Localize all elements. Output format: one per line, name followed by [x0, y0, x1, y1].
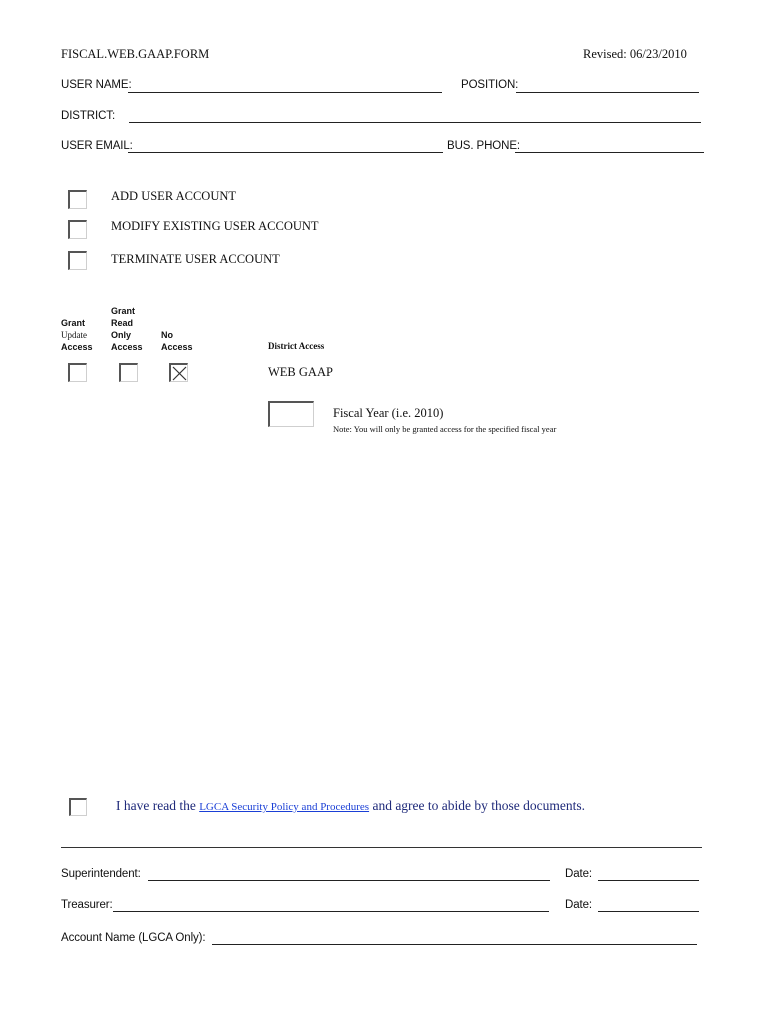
modify-user-checkbox[interactable]	[68, 220, 87, 239]
x-mark-icon	[172, 366, 187, 381]
no-access-checkbox[interactable]	[169, 363, 188, 382]
modify-user-label: MODIFY EXISTING USER ACCOUNT	[111, 219, 319, 233]
district-access-header: District Access	[268, 341, 325, 351]
district-field[interactable]	[129, 122, 701, 123]
user-email-field[interactable]	[128, 152, 443, 153]
web-gaap-label: WEB GAAP	[268, 365, 333, 379]
date-label-1: Date:	[565, 868, 592, 880]
district-label: DISTRICT:	[61, 110, 116, 122]
fiscal-year-input[interactable]	[268, 401, 314, 427]
superintendent-label: Superintendent:	[61, 868, 141, 880]
security-policy-link[interactable]: LGCA Security Policy and Procedures	[199, 801, 370, 813]
add-user-label: ADD USER ACCOUNT	[111, 189, 237, 203]
terminate-user-label: TERMINATE USER ACCOUNT	[111, 252, 280, 266]
account-name-field[interactable]	[212, 944, 697, 945]
form-id: FISCAL.WEB.GAAP.FORM	[61, 47, 210, 61]
account-name-label: Account Name (LGCA Only):	[61, 932, 206, 944]
fiscal-year-label: Fiscal Year (i.e. 2010)	[333, 406, 444, 420]
user-email-label: USER EMAIL:	[61, 140, 133, 152]
grant-update-header: Grant Update Access	[61, 318, 93, 352]
agreement-checkbox[interactable]	[69, 798, 87, 816]
grant-read-only-checkbox[interactable]	[119, 363, 138, 382]
position-label: POSITION:	[461, 79, 519, 91]
grant-update-checkbox[interactable]	[68, 363, 87, 382]
position-field[interactable]	[516, 92, 699, 93]
agreement-text-before: I have read the	[116, 798, 200, 813]
grant-read-only-header: Grant Read Only Access	[111, 306, 143, 352]
superintendent-signature-field[interactable]	[148, 880, 550, 881]
fiscal-year-note: Note: You will only be granted access for the specified fiscal year	[333, 424, 557, 434]
treasurer-label: Treasurer:	[61, 899, 113, 911]
add-user-checkbox[interactable]	[68, 190, 87, 209]
bus-phone-label: BUS. PHONE:	[447, 140, 521, 152]
divider	[61, 847, 702, 848]
superintendent-date-field[interactable]	[598, 880, 699, 881]
terminate-user-checkbox[interactable]	[68, 251, 87, 270]
treasurer-signature-field[interactable]	[113, 911, 549, 912]
agreement-text	[116, 798, 585, 814]
user-name-field[interactable]	[128, 92, 442, 93]
agreement-text-after: and agree to abide by those documents.	[369, 798, 586, 813]
user-name-label: USER NAME:	[61, 79, 132, 91]
treasurer-date-field[interactable]	[598, 911, 699, 912]
no-access-header: No Access	[161, 330, 193, 352]
date-label-2: Date:	[565, 899, 592, 911]
revised-date: Revised: 06/23/2010	[583, 47, 687, 61]
bus-phone-field[interactable]	[515, 152, 704, 153]
